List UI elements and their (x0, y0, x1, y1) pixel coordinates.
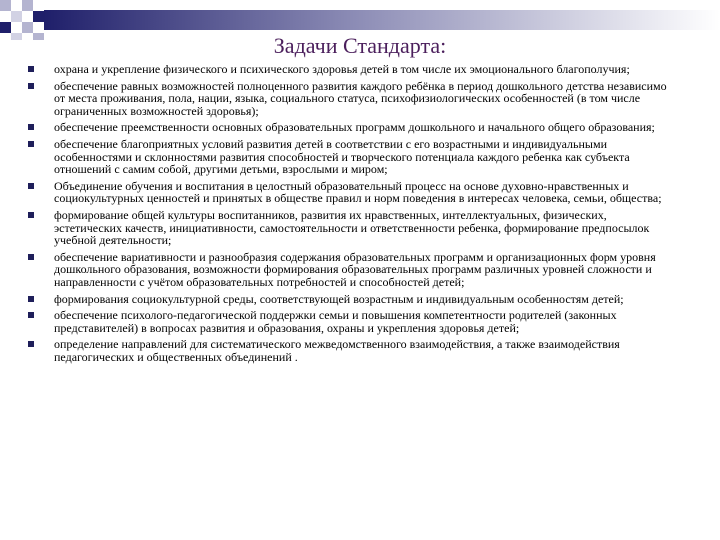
square-bullet-icon (28, 83, 34, 89)
list-item (28, 251, 668, 289)
task-text: охрана и укрепление физического и психического здоровья детей в том числе их эмоционального благополучия; (54, 62, 630, 76)
decor-square (33, 11, 44, 22)
task-text: определение направлений для систематического межведомственного взаимодействия, а также взаимодействия педагогических и общественных объединений . (54, 337, 620, 364)
square-bullet-icon (28, 212, 34, 218)
list-item (28, 63, 668, 76)
square-bullet-icon (28, 141, 34, 147)
header-gradient-band (44, 10, 720, 30)
task-text: обеспечение психолого-педагогической поддержки семьи и повышения компетентности родителей (законных представителей) в вопросах развития и образования, охраны и укрепления здоровья детей; (54, 308, 617, 335)
decor-square (22, 0, 33, 11)
list-item (28, 180, 668, 205)
square-bullet-icon (28, 183, 34, 189)
task-text: обеспечение благоприятных условий развития детей в соответствии с его возрастными и индивидуальными особенностями и склонностями развития способностей и творческого потенциала каждого ребенка как субъекта отношений с самим собой, другими детьми, взрослыми и миром; (54, 136, 630, 177)
task-list (28, 63, 668, 367)
square-bullet-icon (28, 66, 34, 72)
task-text: обеспечение вариативности и разнообразия содержания образовательных программ и организационных форм уровня дошкольного образования, возможности формирования образовательных программ различных уровней сложности и направленности с учётом образовательных потребностей и способностей детей; (54, 249, 656, 289)
square-bullet-icon (28, 341, 34, 347)
list-item (28, 293, 668, 306)
task-text: обеспечение преемственности основных образовательных программ дошкольного и начального общего образования; (54, 120, 655, 135)
slide-title: Задачи Стандарта: (273, 33, 447, 58)
square-bullet-icon (28, 254, 34, 260)
list-item (28, 309, 668, 334)
decor-square (11, 11, 22, 22)
square-bullet-icon (28, 124, 34, 130)
square-bullet-icon (28, 296, 34, 302)
task-text: обеспечение равных возможностей полноценного развития каждого ребёнка в период дошкольного детства независимо от места проживания, пола, нации, языка, социального статуса, психофизиологических особенностей (в том числе ограниченных возможностей здоровья); (54, 78, 667, 118)
list-item (28, 80, 668, 118)
square-bullet-icon (28, 312, 34, 318)
decor-square (0, 0, 11, 11)
task-text: формирование общей культуры воспитанников, развития их нравственных, интеллектуальных, физических, эстетических качеств, инициативности, самостоятельности и ответственности ребенка, формирование предпосылок учебной деятельности; (54, 207, 650, 248)
list-item (28, 121, 668, 134)
task-text: Объединение обучения и воспитания в целостный образовательный процесс на основе духовно-нравственных и социокультурных ценностей и принятых в обществе правил и норм поведения в интересах человека, семьи, общества; (54, 178, 662, 206)
task-text: формирования социокультурной среды, соответствующей возрастным и индивидуальным особенностям детей; (54, 291, 624, 306)
list-item (28, 209, 668, 247)
list-item (28, 338, 668, 363)
list-item (28, 138, 668, 176)
